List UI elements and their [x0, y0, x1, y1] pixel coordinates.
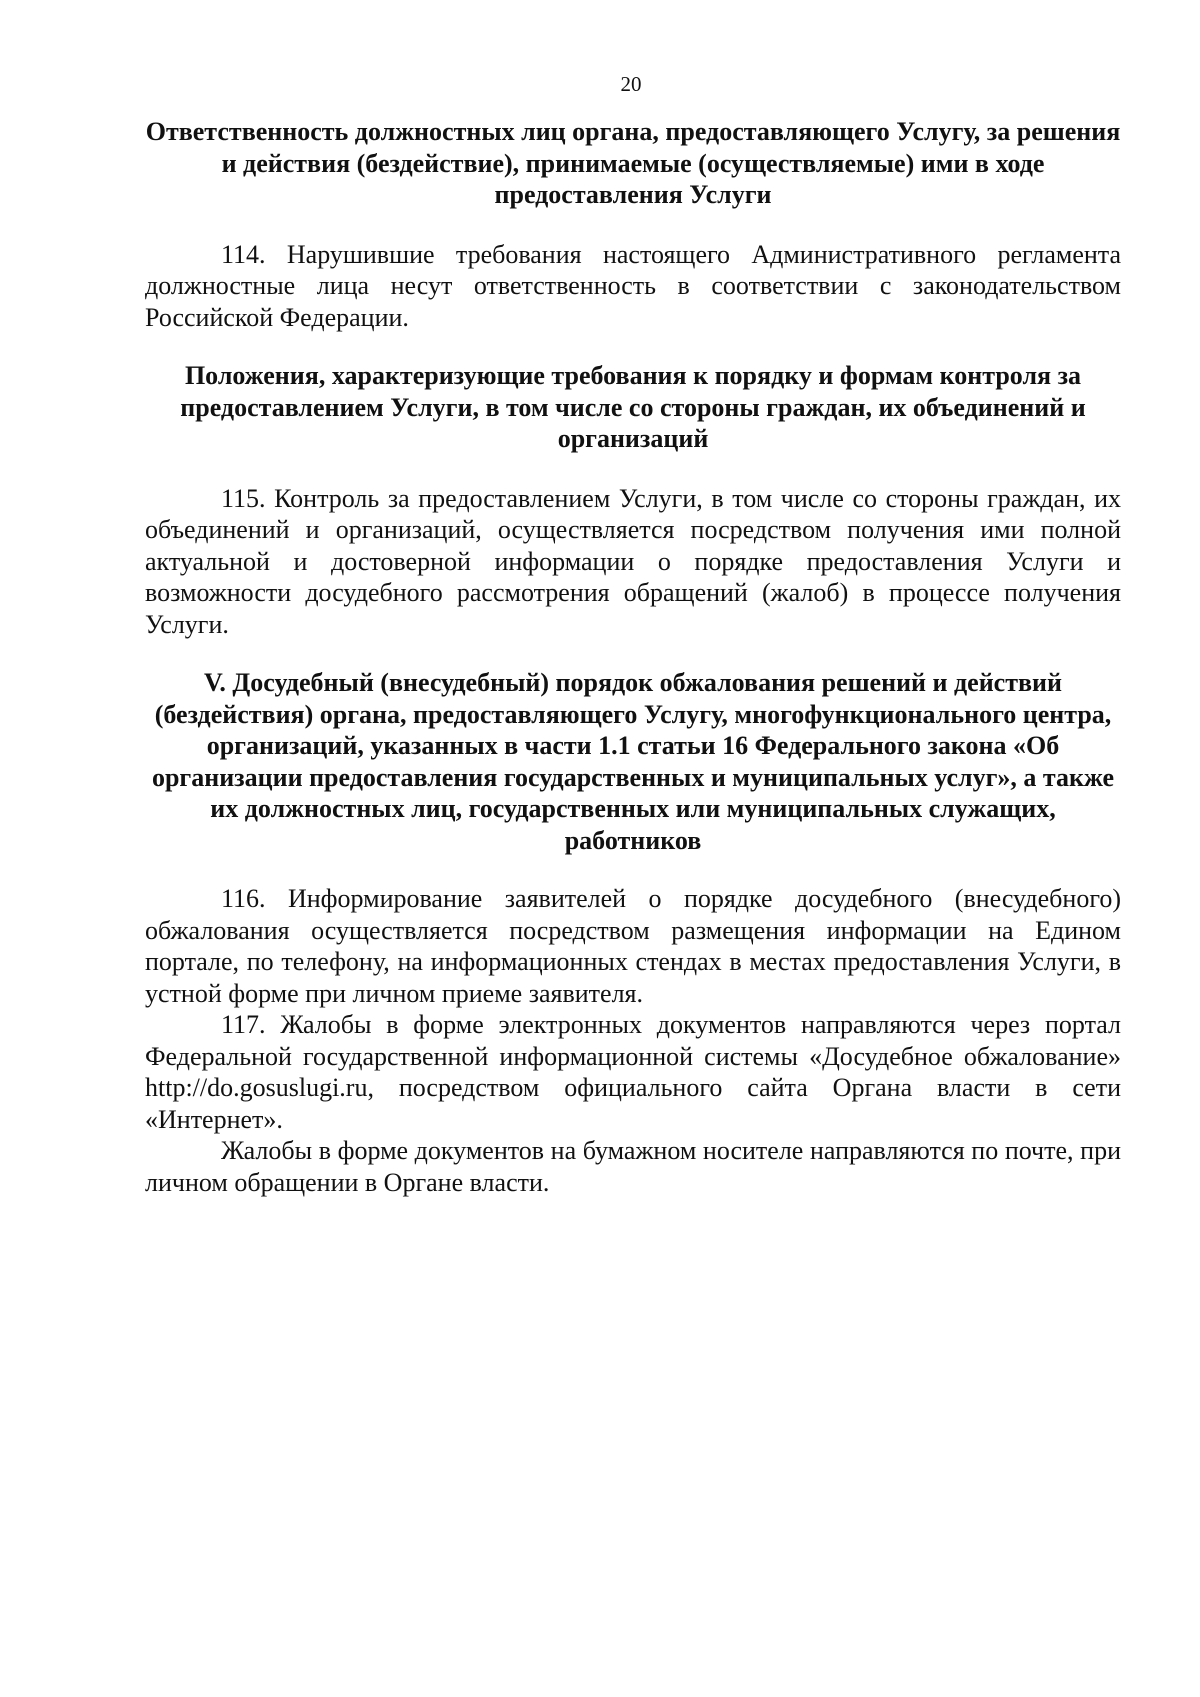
document-body — [145, 116, 1121, 1198]
section-heading-responsibility: Ответственность должностных лиц органа, предоставляющего Услугу, за решения и действия (бездействие), принимаемые (осуществляемые) ими в ходе предоставления Услуги — [145, 117, 1121, 209]
paragraph-115: 115. Контроль за предоставлением Услуги, в том числе со стороны граждан, их объединений и организаций, осуществляется посредством получения ими полной актуальной и достоверной информации о порядке предоставления Услуги и возможности досудебного рассмотрения обращений (жалоб) в процессе получения Услуги. — [145, 483, 1121, 639]
page-number: 20 — [620, 72, 642, 96]
paragraph-116: 116. Информирование заявителей о порядке досудебного (внесудебного) обжалования осуществляется посредством размещения информации на Едином портале, по телефону, на информационных стендах в местах предоставления Услуги, в устной форме при личном приеме заявителя. — [145, 884, 1121, 1008]
section-heading-appeal: V. Досудебный (внесудебный) порядок обжалования решений и действий (бездействия) органа, предоставляющего Услугу, многофункционального центра, организаций, указанных в части 1.1 статьи 16 Федерального закона «Об организации предоставления государственных и муниципальных услуг», а также их должностных лиц, государственных или муниципальных служащих, работников — [151, 668, 1115, 855]
section-heading-control: Положения, характеризующие требования к порядку и формам контроля за предоставлением Услуги, в том числе со стороны граждан, их объединений и организаций — [180, 361, 1086, 453]
paragraph-paper-complaints: Жалобы в форме документов на бумажном носителе направляются по почте, при личном обращении в Органе власти. — [145, 1136, 1121, 1197]
paragraph-114: 114. Нарушившие требования настоящего Административного регламента должностные лица несут ответственность в соответствии с законодательством Российской Федерации. — [145, 239, 1121, 332]
paragraph-117: 117. Жалобы в форме электронных документов направляются через портал Федеральной государственной информационной системы «Досудебное обжалование» http://do.gosuslugi.ru, посредством официального сайта Органа власти в сети «Интернет». — [145, 1010, 1121, 1134]
